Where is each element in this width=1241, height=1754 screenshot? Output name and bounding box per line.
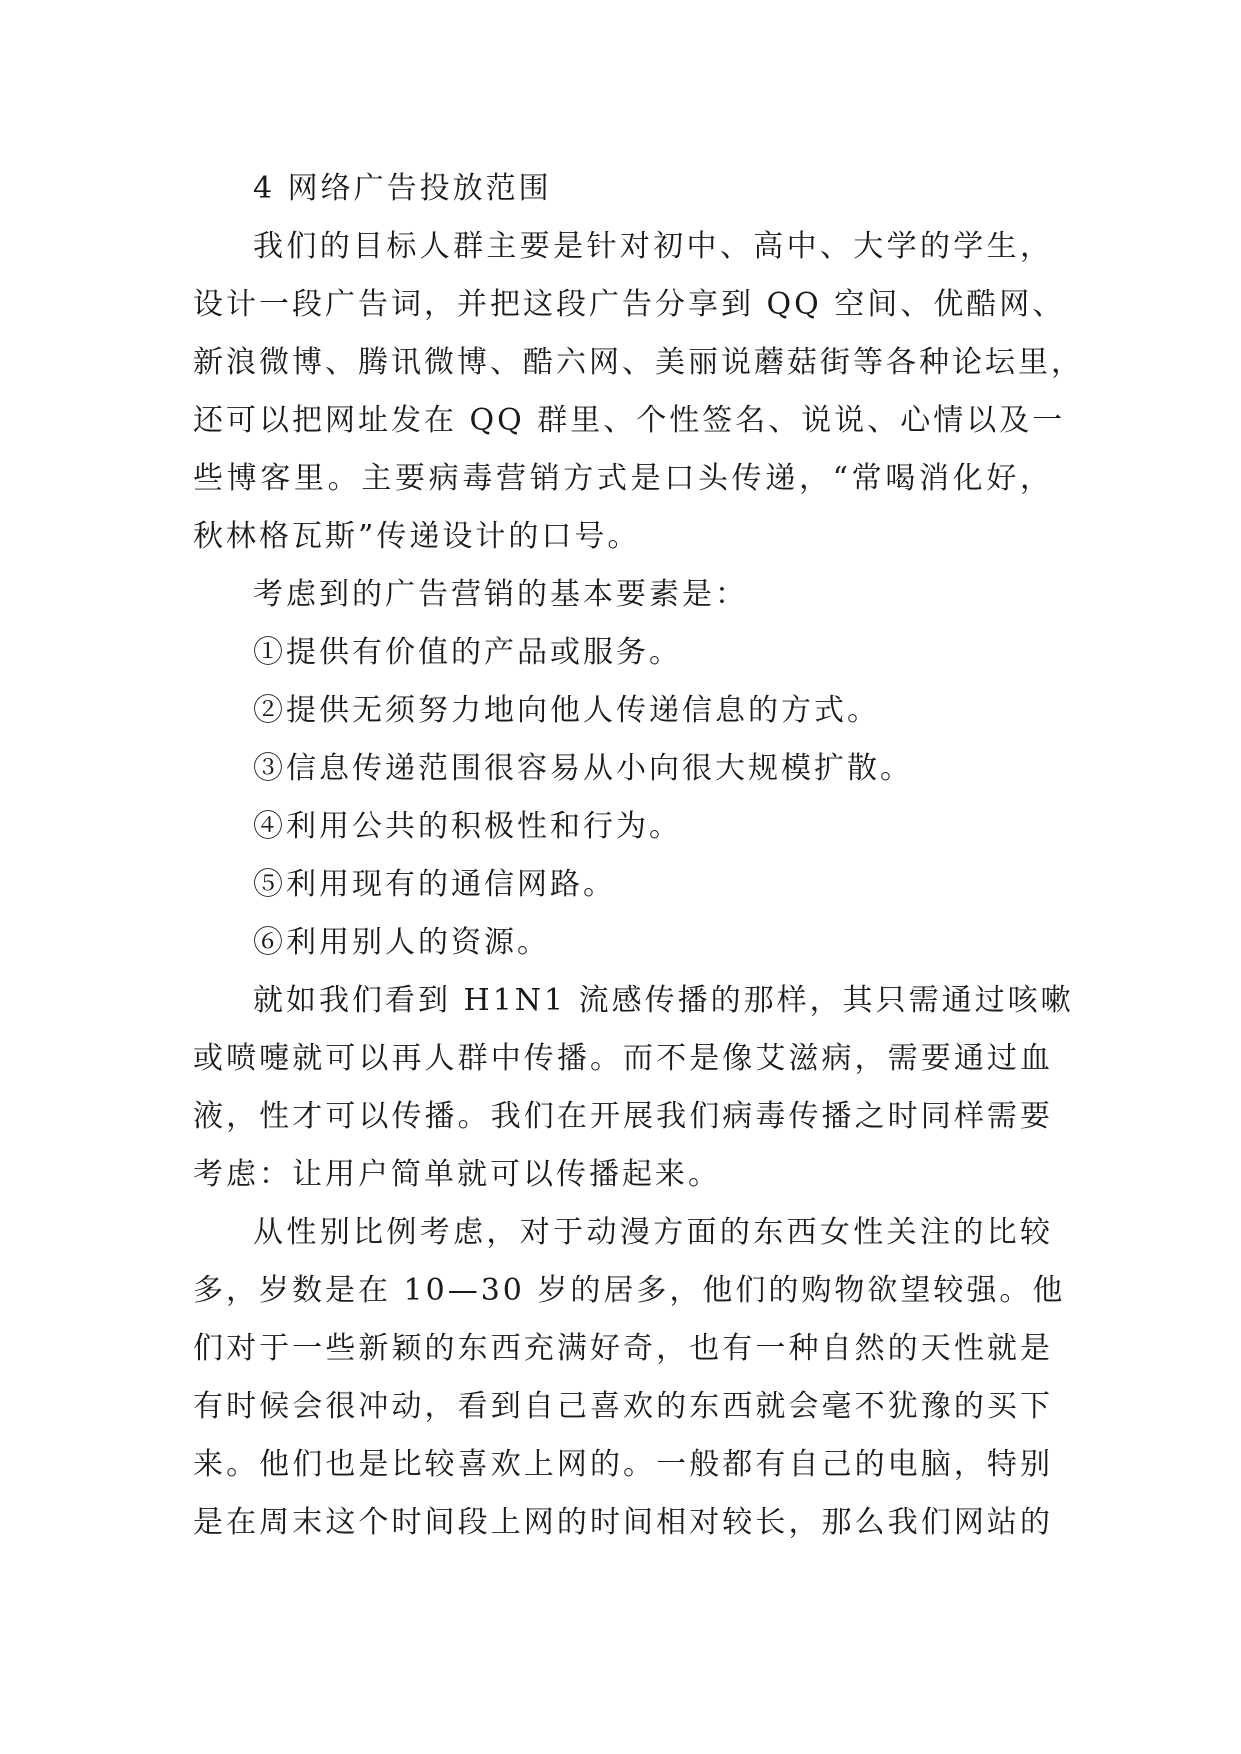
paragraph-line: 是在周末这个时间段上网的时间相对较长，那么我们网站的	[193, 1505, 1053, 1540]
paragraph-line: 新浪微博、腾讯微博、酷六网、美丽说蘑菇街等各种论坛里，	[193, 345, 1084, 380]
list-item: ④利用公共的积极性和行为。	[253, 809, 682, 844]
paragraph-line: 有时候会很冲动，看到自己喜欢的东西就会毫不犹豫的买下	[193, 1389, 1053, 1424]
list-item: ⑤利用现有的通信网路。	[253, 867, 616, 902]
paragraph-line: 些博客里。主要病毒营销方式是口头传递，“常喝消化好，	[193, 461, 1053, 496]
paragraph-line: 来。他们也是比较喜欢上网的。一般都有自己的电脑，特别	[193, 1447, 1053, 1482]
list-item: ⑥利用别人的资源。	[253, 925, 550, 960]
list-item: ③信息传递范围很容易从小向很大规模扩散。	[253, 751, 913, 786]
paragraph-line: 设计一段广告词，并把这段广告分享到 QQ 空间、优酷网、	[193, 287, 1066, 322]
list-item: ①提供有价值的产品或服务。	[253, 635, 682, 670]
paragraph-line: 们对于一些新颖的东西充满好奇，也有一种自然的天性就是	[193, 1331, 1053, 1366]
paragraph-line: 我们的目标人群主要是针对初中、高中、大学的学生，	[253, 229, 1053, 264]
paragraph-line: 还可以把网址发在 QQ 群里、个性签名、说说、心情以及一	[193, 403, 1066, 438]
section-heading: 4 网络广告投放范围	[253, 171, 552, 206]
list-item: ②提供无须努力地向他人传递信息的方式。	[253, 693, 880, 728]
paragraph-line: 秋林格瓦斯”传递设计的口号。	[193, 519, 641, 554]
document-page	[193, 160, 1084, 1552]
paragraph-line: 从性别比例考虑，对于动漫方面的东西女性关注的比较	[253, 1215, 1053, 1250]
paragraph-line: 或喷嚏就可以再人群中传播。而不是像艾滋病，需要通过血	[193, 1041, 1053, 1076]
paragraph-line: 液，性才可以传播。我们在开展我们病毒传播之时同样需要	[193, 1099, 1053, 1134]
paragraph-line: 考虑到的广告营销的基本要素是：	[253, 577, 748, 612]
paragraph-line: 多，岁数是在 10—30 岁的居多，他们的购物欲望较强。他	[193, 1273, 1066, 1308]
paragraph-line: 就如我们看到 H1N1 流感传播的那样，其只需通过咳嗽	[253, 983, 1074, 1018]
paragraph-line: 考虑：让用户简单就可以传播起来。	[193, 1157, 721, 1192]
